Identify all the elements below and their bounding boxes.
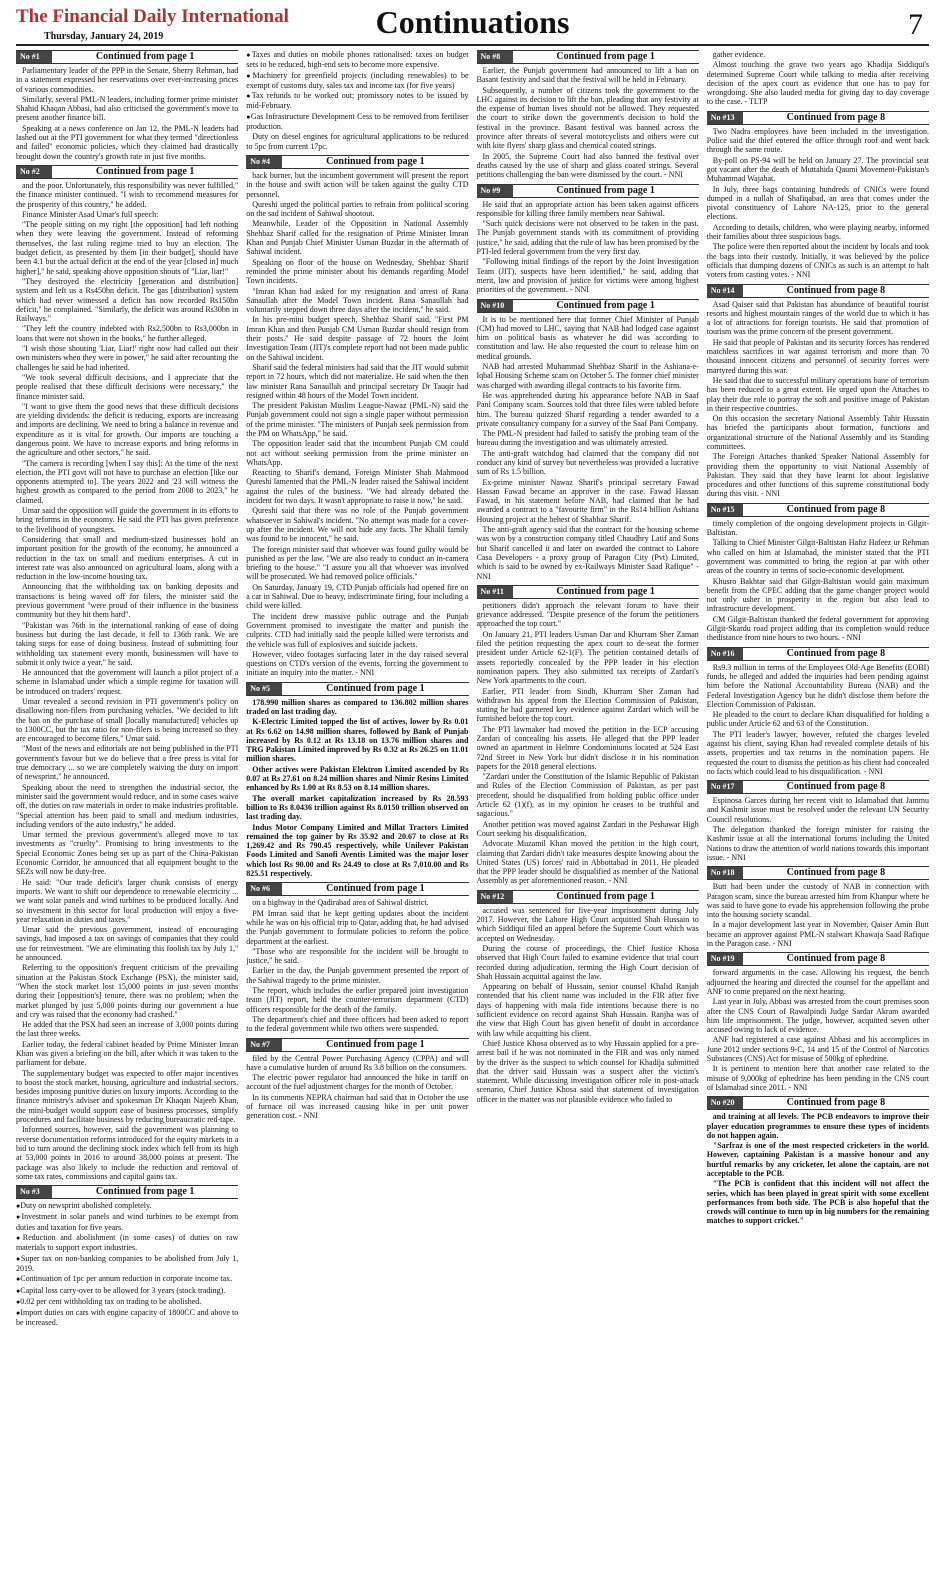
- paragraph: K-Electric Limited topped the list of actives, lower by Rs 0.01 at Rs 6.62 on 14.98 million shares, followed by Bank of Punjab increased by Rs 0.12 at Rs 13.18 on 13.76 million shares and TRG Pakistan Limited improved by Rs 0.32 at Rs 26.25 on 11.01 million shares.: [246, 717, 469, 764]
- paragraph: and training at all levels. The PCB endeavors to improve their player education programmes to ensure these types of incidents do not happen again.: [706, 1112, 929, 1140]
- continuation-section: [16, 50, 238, 161]
- section-tag: No #7: [246, 1039, 282, 1051]
- paragraph: In his pre-mini budget speech, Shehbaz Sharif said, "First PM Imran Khan and then Punjab CM Usman Buzdar should resign from their posts." He said despite passage of 72 hours the Joint Investigation Team (JIT)'s complete report had not been made public on the Sahiwal incident.: [246, 315, 469, 362]
- section-header: [707, 284, 929, 298]
- section-title: Continued from page 1: [556, 890, 655, 902]
- paragraph: The police were then reported about the incident by locals and took the bags into their custody. Initially, it was believed by the police officials that dumping dozens of CNICs as such is an attempt to halt voters from casting votes. - NNI: [706, 242, 929, 280]
- section-header: [707, 952, 929, 966]
- section-title: Continued from page 1: [326, 682, 425, 694]
- paragraph: "Pakistan was 76th in the international ranking of ease of doing business but during the last decade, it fell to 136th rank. We are taking steps for ease of doing business. Instead of submitting four withholding tax statement every month, businessmen will have to submit it only twice a year," he said.: [16, 620, 239, 667]
- bullet-item: ● Capital loss carry-over to be allowed for 3 years (stock trading).: [16, 1286, 238, 1296]
- paragraph: Finance Minister Asad Umar's full speech:: [22, 209, 159, 219]
- paragraph: The PTI leader's lawyer, however, refuted the charges leveled against his client, saying Khan had revealed complete details of his assets, properties and tax returns in the nomination papers. He requested the court to dismiss the petition as his client had concealed no facts which could lead to his disqualification. - NNI: [706, 729, 929, 776]
- section-tag: No #2: [16, 166, 52, 178]
- column-3: [477, 50, 699, 1567]
- section-header: [477, 585, 699, 599]
- paragraph: Speaking on floor of the house on Wednesday, Shehbaz Sharif reminded the prime minister about his demands regarding Model Town incidents.: [246, 257, 469, 286]
- column-1: [16, 50, 238, 1567]
- section-header: [16, 50, 238, 64]
- section-header: [707, 111, 929, 125]
- paragraph: Talking to Chief Minister Gilgit-Baltistan Hafiz Hafeez ur Rehman who called on him at Islamabad, the minister stated that the PTI government was committed to bring the region at par with other areas of the country in terms of socio-economic development.: [706, 538, 929, 576]
- section-title: Continued from page 8: [786, 284, 886, 296]
- section-tag: No #6: [246, 883, 282, 895]
- section-title: Continued from page 1: [95, 1186, 195, 1198]
- paragraph: Informed sources, however, said the government was planning to reverse documentation reforms introduced for the equity markets in a bid to turn around the declining stock index which fell from its high at 53,000 points in 2016 to around 38,000 points at present. The package was also likely to include the reduction and removal of some tax rates, commissions and capital gains tax.: [16, 1125, 239, 1181]
- paragraph: forward arguments in the case. Allowing his request, the bench adjourned the hearing and directed the counsel for the appellant and ANF to come prepared on the next hearing.: [706, 968, 929, 996]
- paragraph: Appearing on behalf of Hussain, senior counsel Khalid Ranjah contended that his client name was included in the FIR after five days of happening with mala fide intentions because there is no sufficient evidence on record against Shah Hussain. Ranjha was of the view that High Court has given benefit of doubt in accordance with law while acquitting his client.: [476, 982, 699, 1038]
- section-header: [477, 184, 699, 198]
- section-header: [246, 155, 468, 169]
- article-columns: [16, 50, 929, 1567]
- section-header: [477, 890, 699, 904]
- section-tag: No #13: [707, 112, 743, 124]
- continuation-section: [707, 780, 929, 862]
- paragraph: Earlier, the Punjab government had announced to lift a ban on Basant festivity and said that the festival will be held in February.: [476, 66, 699, 85]
- paragraph: However, video footages surfacing later in the day raised several questions on CTD's version of the events, forcing the government to initiate an inquiry into the matter. - NNI: [246, 649, 469, 678]
- paragraph: The Foreign Attaches thanked Speaker National Assembly for providing them the opportunity to visit National Assembly of Pakistan. They said that they have learnt lot about legislative procedures and other functions of this supreme constitutional body during this visit. - NNI: [706, 452, 929, 499]
- paragraph: The PTI lawmaker had moved the petition in the ECP accusing Zardari of concealing his assets. He alleged that the PPP leader owned an apartment in Helmre Condominiums located at 524 East 72nd Street in New York but didn't disclose it in his nomination papers for the 2018 general elections.: [476, 724, 699, 771]
- paragraph: Announcing that the withholding tax on banking deposits and transactions is being waved off for filers, the minister said the previous government "were proud of their influence in the business community but they hit them hard".: [16, 582, 239, 620]
- paragraph: ANF had registered a case against Abbasi and his accomplices in June 2012 under sections 9-C, 14 and 15 of the Control of Narcotics Substances (CNS) Act for misuse of 500kg of ephedrine.: [706, 1035, 929, 1064]
- section-tag: No #17: [707, 781, 743, 793]
- paragraph: Umar revealed a second revision in PTI government's policy on disallowing non-filers from purchasing vehicles. "We decided to lift the ban on the purchase of small [locally manufactured] vehicles up to 1300CC, but the tax ratio for non-filers is being increased so they are encouraged to become filers," Umar said.: [16, 697, 239, 744]
- continuation-section: [707, 503, 929, 643]
- continuation-section: [707, 647, 929, 777]
- paragraph: Umar termed the previous government's alleged move to tax investments as "cruelty". Promising to bring investments to the Special Economic Zones being set up as part of the China-Pakistan Economic Corridor, he announced that all equipment bought to the SEZs will now be duty-free.: [16, 830, 239, 877]
- section-tag: No #10: [477, 300, 513, 312]
- paragraph: Duty on diesel engines for agricultural applications to be reduced to 5pc from current 17pc.: [246, 132, 469, 151]
- paragraph: On this occasion the secretary National Assembly Tahir Hussain has briefed the participants about formation, functions and organizational structure of the National Assembly and its Standing committees.: [706, 414, 929, 451]
- continuation-section: [246, 882, 468, 1033]
- paragraph: He said that due to successful military operations bane of terrorism has been reduced to a great extent. He urged upon the Attaches to play their due role to portray the soft and positive image of Pakistan in their respective countries.: [706, 375, 929, 413]
- section-tag: No #5: [246, 683, 282, 695]
- section-tag: No #16: [707, 648, 743, 660]
- section-title: Continued from page 8: [786, 953, 886, 965]
- bullet-item: ● Reduction and abolishment (in some cases) of duties on raw materials to support export industries.: [16, 1233, 238, 1253]
- paragraph: Other actives were Pakistan Elektron Limited ascended by Rs 0.07 at Rs 27.61 on 8.24 million shares and Nimir Resins Limited enhanced by Rs 1.00 at Rs 8.53 on 8.14 million shares.: [246, 764, 469, 793]
- section-tag: No #1: [16, 51, 52, 63]
- paragraph: "Following initial findings of the report by the Joint Investigation Team (JIT), suspects have been identified," he said, adding that merit, law and provision of justice for victims were among highest priorities of the government. - NNI: [476, 257, 699, 295]
- continuation-section: [477, 50, 699, 180]
- continuation-section: [16, 1185, 238, 1328]
- section-title: Continued from page 8: [786, 781, 886, 793]
- continuation-section: [477, 184, 699, 295]
- paragraph: On Saturday, January 19, CTD Punjab officials had opened fire on a car in Sahiwal. Due to heavy, indiscriminate firing, four including a child were killed.: [246, 582, 469, 611]
- section-tag: No #20: [707, 1097, 743, 1109]
- bullet-item: ● Duty on newsprint abolished completely.: [16, 1201, 238, 1211]
- paragraph: "Such quick decisions were not observed to be taken in the past. The Punjab government stands with its commitment of providing justice," he said, adding that the rule of law has been promised by the PTI-led federal government from the very first day.: [476, 219, 699, 257]
- continuation-section: [246, 1038, 468, 1121]
- section-tag: No #3: [16, 1186, 52, 1198]
- section-header: [16, 165, 238, 179]
- section-header: [707, 503, 929, 517]
- bullet-item: ● Super tax on non-banking companies to be abolished from July 1, 2019.: [16, 1254, 238, 1274]
- section-header: [707, 780, 929, 794]
- paragraph: Qureshi said that there was no role of the Punjab government whatsoever in Sahiwal's incident. "No attempt was made for a cover-up after the incident. We will not hide any facts. The Khalil family was found to be innocent," he said.: [246, 506, 469, 544]
- paragraph: Khusro Bakhtar said that Gilgit-Baltistan would gain maximum benefit from the CPEC adding that the game changer project would not only usher in prosperity in the region but also lead to infrastructure development.: [706, 576, 929, 614]
- paragraph: Qureshi urged the political parties to refrain from political scoring on the sad incident of Sahiwal shootout.: [246, 199, 469, 219]
- paragraph: Earlier today, the federal cabinet headed by Prime Minister Imran Khan was given a briefing on the bill, after which it was taken to the parliament for debate.: [16, 1039, 239, 1068]
- paragraph: NAB had arrested Muhammad Shehbaz Sharif in the Ashiana-e-Iqbal Housing Scheme scam on October 5. The former chief minister was charged with awarding illegal contracts to his favorite firm.: [476, 362, 699, 390]
- paragraph: The president Pakistan Muslim League-Nawaz (PML-N) said the Punjab government could not sign a single paper without permission of the prime minister. "The ministers of Punjab seek permission from the PM on WhatsApp," he said.: [246, 401, 469, 438]
- paragraph: Last year in July, Abbasi was arrested from the court premises soon after the CNS Court of Rawalpindi Judge Sardar Akram awarded him life imprisonment. The judge, however, acquitted seven other accused owing to lack of evidence.: [706, 997, 929, 1035]
- paragraph: Umar said the previous government, instead of encouraging savings, had imposed a tax on savings of companies that they could use for reinvestment. "We are eliminating this foolish tax by July 1," he announced.: [16, 925, 239, 963]
- bullet-item: ● Tax refunds to be worked out; promissory notes to be issued by mid-February.: [246, 91, 468, 111]
- section-title: Continued from page 8: [786, 647, 886, 659]
- section-header: [16, 1185, 238, 1199]
- section-title: Continued from page 1: [556, 299, 655, 311]
- paragraph: Meanwhile, Leader of the Opposition in National Assembly Shehbaz Sharif called for the resignation of Prime Minister Imran Khan and Punjab Chief Minister Usman Buzdar in the aftermath of Sahiwal incident.: [246, 219, 469, 257]
- paragraph: "We took several difficult decisions, and I appreciate that the people realised that these difficult decisions were necessary," the finance minister said.: [16, 372, 239, 401]
- section-header: [246, 682, 468, 696]
- paragraph: Espinosa Garces during her recent visit to Islamabad that Jammu and Kashmir issue must be resolved under the relevant UN Security Council resolutions.: [706, 796, 929, 824]
- paragraph: The report, which includes the earlier prepared joint investigation team (JIT) report, held the counter-terrorism department (CTD) officers responsible for the death of the family.: [246, 986, 469, 1014]
- section-title: Continued from page 1: [326, 1038, 425, 1050]
- section-title: Continued from page 1: [95, 165, 195, 177]
- paragraph: gather evidence.: [712, 50, 766, 59]
- paragraph: In a major development last year in November, Qaiser Amin Butt became an approver against PML-N stalwart Khawaja Saad Rafique in the Paragon case. - NNI: [706, 920, 929, 949]
- paragraph: "The people sitting on my right [the opposition] had left nothing when they were leaving the government. Instead of reforming themselves, the last ruling regime tried to buy an election. The budget deficit, as presented by them [in their budget], should have been 4.1 but the actual deficit at the end of the year [closed in] much higher]," he said, speaking above opposition shouts of "Liar, liar!": [16, 220, 239, 276]
- paragraph: "They destroyed the electricity [generation and distribution] system and left us a Rs450bn deficit. The gas [distribution] system which had never witnessed a deficit has now recorded Rs150bn deficit," he complained. "Similarly, the deficit was around Rs30bn in Railways.": [16, 276, 239, 324]
- paragraph: He added that the PSX had seen an increase of 3,000 points during the last three weeks.: [16, 1020, 239, 1039]
- paragraph: Reacting to Sharif's demand, Foreign Minister Shah Mahmood Qureshi lamented that the PML-N leader raised the Sahiwal incident against the rules of the business. "We had already debated the incident for two days. It wasn't appropriate to raise it now," he said.: [246, 468, 469, 506]
- paragraph: The opposition leader said that the incumbent Punjab CM could not act without seeking permission from the prime minister on WhatsApp.: [246, 439, 469, 467]
- paragraph: "I want to give them the good news that these difficult decisions are yielding dividends: the deficit is reducing, exports are increasing and imports are declining. We need to bring a balance in revenue and expenditure as it is vital for growth. Our imports are touching a dangerous point. We have to increase exports and bring reforms in the agriculture and other sectors," he said.: [16, 401, 239, 458]
- paragraph: Another petition was moved against Zardari in the Peshawar High Court seeking his disqualification.: [476, 819, 699, 838]
- paragraph: The incident drew massive public outrage and the Punjab Government promised to investigate the matter and punish the culprits. CTD had initially said the people killed were terrorists and the vehicle was full of explosives and suicide jackets.: [246, 611, 469, 649]
- section-header: [246, 1038, 468, 1052]
- continuation-section: [477, 299, 699, 581]
- paragraph: The foreign minister said that whoever was found guilty would be punished as per the law. "We are also ready to conduct an in-camera briefing to the house." "I assure you all that whoever was involved will be prosecuted. We had removed police officials.": [246, 544, 469, 582]
- paragraph: The anti-graft watchdog had claimed that the company did not conduct any kind of survey but nevertheless was provided a lucrative sum of Rs 1.5 billion.: [476, 448, 699, 477]
- paragraph: The supplementary budget was expected to offer major incentives to boost the stock market, housing, agriculture and industrial sectors, besides imposing punitive duties on luxury imports. According to the finance ministry's adviser and spokesman Dr Khaqan Najeeb Khan, the mini-budget would support ease of business processes, simplify procedures and facilitate business by reducing bureaucratic red-tape.: [16, 1068, 239, 1125]
- paragraph: Ex-prime minister Nawaz Sharif's principal secretary Fawad Hassan Fawad became an approver in the case. Fawad Hassan Fawad, in his statement before NAB, had claimed that he had awarded a contract to a "favourite firm" in the Rs14 billion Ashiana Housing project at the behest of Shahbaz Sharif.: [476, 477, 699, 524]
- paragraph: Umar said the opposition will guide the government in its efforts to bring reforms in the economy. He said the PTI has given preference to the livelihood of youngsters.: [16, 506, 239, 534]
- paragraph: petitioners didn't approach the relevant forum to have their grievance addressed. "Despite presence of the forum the petitioners approached the top court.": [476, 600, 699, 629]
- paragraph: In July, three bags containing hundreds of CNICs were found dumped in a nullah of Shafiqabad, an area that comes under the pivotal constituency of Lahore NA-125, prior to the general elections.: [706, 184, 929, 222]
- section-header: [707, 647, 929, 661]
- section-header: [477, 50, 699, 64]
- paragraph: Sharif said the federal ministers had said that the JIT would submit report in 72 hours, which did not materialize. He said when the then law minister Rana Sanaullah and principal secretary Dr Tauqir had resigned within 48 hours of the Model Town incident.: [246, 362, 469, 400]
- paragraph: According to details, children, who were playing nearby, informed their families about three suspicious bags.: [706, 222, 929, 242]
- section-title: Continued from page 1: [326, 155, 425, 167]
- paragraph: In its comments NEPRA chairman had said that in October the use of furnace oil was increased causing hike in per unit power generation cost. - NNI: [246, 1092, 469, 1121]
- paragraph: "The camera is recording [when I say this]: At the time of the next election, the PTI govt will not have to purchase an election [like our opponents attempted to]. The years 2022 and '23 will witness the highest growth as compared to the period from 2008 to 2023," he claimed.: [16, 458, 239, 505]
- paragraph: The electric power regulator had announced the hike in tariff on account of the fuel adjustment charges for the month of October.: [246, 1073, 469, 1092]
- paragraph: Referring to the opposition's frequent criticism of the prevailing situation at the Pakistan Stock Exchange (PSX), the minister said, "When the stock market lost 15,000 points in just seven months during their [opposition's] tenure, there was no problem; when the market plunged by just 5,000 points during our government a hue and cry was raised that the economy had crashed.": [16, 963, 239, 1019]
- section-tag: No #9: [477, 185, 513, 197]
- paragraph: "Sarfraz is one of the most respected cricketers in the world. However, captaining Pakistan is a massive honour and any hurtful remarks by any cricketer, let alone the captain, are not acceptable to the PCB.: [706, 1141, 929, 1178]
- bullet-item: ● Machinery for greenfield projects (including renewables) to be exempt of customs duty, sales tax and income tax (for five years): [246, 71, 468, 91]
- continuation-section: [477, 890, 699, 1104]
- paragraph: "The PCB is confident that this incident will not affect the series, which has been played in great spirit with some excellent performances from both side. The PCB is also hopeful that the crowds will continue to turn up in big numbers for the remaining matches to support cricket.": [706, 1179, 929, 1226]
- paragraph: "Most of the news and editorials are not being published in the PTI government's favour but we do believe that a free press is vital for true democracy ... so we are completely waiving the duty on import of newsprint," he announced.: [16, 744, 239, 782]
- column-4: [707, 50, 929, 1567]
- issue-date: Thursday, January 24, 2019: [44, 31, 164, 42]
- paragraph: accused was sentenced for five-year imprisonment during July 2017. However, the Lahore High Court acquitted Shah Hussain to which Siddiqui filed an appeal before the Supreme Court which was accepted on Wednesday.: [476, 905, 699, 943]
- paragraph: He said that an appropriate action has been taken against officers responsible for killing three family members near Sahiwal.: [476, 199, 699, 218]
- paragraph: Subsequently, a number of citizens took the government to the LHC against its decision to lift the ban, pleading that any festivity at the expense of human lives should not be allowed. They requested the court to strike down the government's decision to hold the festival in the province. Basant festival was banned across the province after threats of several motorcyclists and others were cut with kite flyers' sharp glass and chemical coated strings.: [476, 85, 699, 151]
- paragraph: He said: "Our trade deficit's larger chunk consists of energy imports. We want to shift our dependence to renewable electricity ... we want solar panels and wind turbines to be produced locally. And so investment in this sector for local production will enjoy a five-year relaxation in duties and taxes.": [16, 877, 239, 924]
- section-tag: No #15: [707, 504, 743, 516]
- paragraph: Earlier in the day, the Punjab government presented the report of the Sahiwal tragedy to the prime minister.: [246, 966, 469, 985]
- paragraph: "I wish those shouting 'Liar, Liar!' right now had called out their own ministers when they were in power," he said after recounting the challenges he said he had inherited.: [16, 344, 239, 372]
- bullet-item: ● 0.02 per cent withholding tax on trading to be abolished.: [16, 1297, 238, 1307]
- paragraph: The department's chief and three officers had been asked to report to the federal government while two others were suspended.: [246, 1014, 469, 1034]
- paragraph: "They left the country indebted with Rs2,500bn to Rs3,000bn in loans that were not shown in the books," he further alleged.: [16, 324, 239, 343]
- paragraph: Speaking at a news conference on Jan 12, the PML-N leaders had lashed out at the PTI government for what they termed "directionless and failed" economic policies, which they claimed had drastically brought down the country's growth rate in just five months.: [16, 123, 239, 161]
- paragraph: CM Gilgit-Baltistan thanked the federal government for approving Gilgit-Skardu road project adding that its completion would reduce thedistance from nine hours to two hours. - NNI: [706, 614, 929, 643]
- section-title: Continued from page 8: [786, 1097, 886, 1109]
- continuation-section: [707, 284, 929, 499]
- page-number: 7: [908, 8, 923, 41]
- paragraph: Speaking about the need to strengthen the industrial sector, the minister said the government would reduce, and in some cases waive off, the duties on raw materials in order to make industries profitable. "Special attention has been paid to small and medium industries, including vendors of the auto industry," he added.: [16, 782, 239, 829]
- paragraph: Two Nadra employees have been included in the investigation. Police said the thief entered the office through roof and went back through the same route.: [706, 126, 929, 155]
- paragraph: It is to be mentioned here that former Chief Minister of Punjab (CM) had moved to LHC, saying that NAB had lodged case against him on political basis as whatever he did was according to constitution and law. He also requested the court to release him on medical grounds.: [476, 314, 699, 361]
- paragraph: "Zardari under the Constitution of the Islamic Republic of Pakistan and Rules of the Election Commission of Pakistan, as per past precedent, should be disqualified from holding public office under Article 62 (1)(f), as in my opinion he ceases to be truthful and sagacious.": [476, 772, 699, 819]
- paragraph: He pleaded to the court to declare Khan disqualified for holding a public under Article 62 and 63 of the Constitution.: [706, 710, 929, 729]
- paragraph: Advocate Muzamil Khan moved the petition in the high court, claiming that Zardari didn't take measures despite knowing about the United States (US) forces' raid in Abbottabad in 2011. He pleaded that the PPP leader should be disqualified as member of the National Assembly as per aforementioned reason. - NNI: [476, 839, 699, 886]
- column-2: [246, 50, 468, 1567]
- bullet-item: ● Import duties on cars with engine capacity of 1800CC and above to be increased.: [16, 1308, 238, 1328]
- section-title: Continued from page 1: [95, 51, 195, 62]
- bullet-item: ● Investment in solar panels and wind turbines to be exempt from duties and taxation for five years.: [16, 1212, 238, 1232]
- bullet-item: ● Taxes and duties on mobile phones rationalised: taxes on budget sets to be reduced, high-end sets to become more expensive.: [246, 50, 468, 70]
- paragraph: filed by the Central Power Purchasing Agency (CPPA) and will have a cumulative burden of around Rs 3.8 billion on the consumers.: [246, 1053, 469, 1072]
- section-tag: No #8: [477, 51, 513, 63]
- section-tag: No #14: [707, 285, 743, 297]
- continuation-section: [707, 1096, 929, 1226]
- newspaper-brand: The Financial Daily International: [16, 6, 289, 27]
- section-tag: No #11: [477, 586, 513, 598]
- paragraph: on a highway in the Qadirabad area of Sahiwal district.: [252, 898, 429, 908]
- bullet-item: ● Continuation of 1pc per annum reduction in corporate income tax.: [16, 1274, 238, 1284]
- section-title: Continued from page 1: [556, 585, 655, 597]
- paragraph: He was apprehended during his appearance before NAB in Saaf Pani Company scam. Sources told that three files were tabled before him. The bureau quizzed Sharif regarding a tender awarded to a private consultancy company for a survey of the Saaf Pani Company.: [476, 390, 699, 428]
- section-title: Continued from page 8: [786, 867, 886, 879]
- continuation-section: [707, 50, 929, 107]
- continuation-section: [707, 866, 929, 948]
- section-tag: No #12: [477, 891, 513, 903]
- continuation-section: [707, 952, 929, 1092]
- section-tag: No #19: [707, 953, 743, 965]
- paragraph: Considering that small and medium-sized businesses hold an important position for the growth of the economy, he announced a reduction in the tax on small and medium enterprises. A cut in interest rate was also announced on agricultural loans, along with a reduction in the low-income housing tax.: [16, 534, 239, 582]
- paragraph: He announced that the government will launch a pilot project of a scheme in Islamabad under which a simple regime for taxation will be introduced on traders' request.: [16, 668, 239, 696]
- paragraph: timely completion of the ongoing development projects in Gilgit-Baltistan.: [706, 518, 929, 538]
- paragraph: The delegation thanked the foreign minister for raising the Kashmir issue at all the international forums including the United Nations to draw the attention of world nations towards this important issue. - NNI: [706, 825, 929, 862]
- paragraph: and the poor. Unfortunately, this responsibility was never fulfilled," the finance minister continued. "I wish to recommend measures for the prosperity of this country," he added.: [16, 180, 239, 209]
- paragraph: On January 21, PTI leaders Usman Dar and Khurram Sher Zaman filed the petition requesting the apex court to de-seat the former president under Article 62-1(F). The petition contained details of assets reportedly concealed by the PPP leader in his election nomination papers. They also submitted tax receipts of Zardari's New York apartments to the court.: [476, 629, 699, 686]
- paragraph: PM Imran said that he kept getting updates about the incident while he was on his official trip to Qatar, adding that, he had advised the Punjab government to formulate policies to reform the police department at the earliest.: [246, 908, 469, 946]
- masthead: [16, 6, 929, 46]
- paragraph: Almost touching the grave two years ago Khadija Siddiqui's determined Supreme Court while talking to media after receiving decision of the apex court as evidence that one has to pay for wrongdoing. She also lauded media for giving day to day coverage to the case. - TLTP: [706, 60, 929, 107]
- paragraph: back burner, but the incumbent government will present the report in the house and swift action will be taken against the guilty CTD personnel.: [246, 170, 469, 199]
- section-title: Continued from page 8: [786, 111, 886, 123]
- paragraph: The anti-graft agency said that the contract for the housing scheme was won by a construction company titled Chaudhry Latif and Sons but Sharif cancelled it and later on awarded the contract to Lahore Casa Developers - a proxy group of Paragon City (Pvt) Limited, which is said to be owned by ex-Railways Minister Saad Rafique" - NNI: [476, 525, 699, 581]
- paragraph: By-poll on PS-94 will be held on January 27. The provincial seat got vacant after the death of Muttahida Qaumi Movement-Pakistan's Muhammad Wajahat.: [706, 155, 929, 184]
- section-header: [246, 882, 468, 896]
- paragraph: Asad Qaiser said that Pakistan has abundance of beautiful tourist resorts and highest mountain ranges of the world due to which it has a lot of attractions for foreign tourists. He said that promotion of tourism was the prime concern of the present government.: [706, 299, 929, 337]
- continuation-section: [707, 111, 929, 280]
- page-title: Continuations: [375, 4, 570, 40]
- paragraph: It is pertinent to mention here that another case related to the misuse of 9,000kg of ephedrine has been pending in the CNS court of Islamabad since 2011. - NNI: [706, 1064, 929, 1092]
- paragraph: Earlier, PTI leader from Sindh, Khurram Sher Zaman had withdrawn his appeal from the Election Commission of Pakistan, stating he had garnered key evidence against Zardari which will be furnished before the top court.: [476, 686, 699, 724]
- section-title: Continued from page 1: [556, 184, 655, 196]
- paragraph: Similarly, several PML-N leaders, including former prime minister Shahid Khaqan Abbasi, had also criticised the government's move to present another finance bill.: [16, 94, 239, 123]
- continuation-section: [246, 682, 468, 879]
- paragraph: During the course of proceedings, the Chief Justice Khosa observed that High Court failed to examine evidence that trial court recorded during adjudication, terming the High Court decision of Shah Hussain acquittal against the law.: [476, 943, 699, 981]
- paragraph: 178.990 million shares as compared to 136.802 million shares traded on last trading day.: [246, 697, 469, 716]
- section-title: Continued from page 8: [786, 503, 886, 515]
- section-header: [477, 299, 699, 313]
- continuation-section: [246, 155, 468, 678]
- paragraph: Rs9.3 million in terms of the Employees Old-Age Benefits (EOBI) funds, he alleged and added the inquiries had been pending against him before the National Accountability Bureau (NAB) and the Federal Investigation Agency but he didn't disclose them before the Election Commission of Pakistan.: [706, 662, 929, 709]
- paragraph: Parliamentary leader of the PPP in the Senate, Sherry Rehman, had in a statement expressed her reservations over ever-increasing prices of various commodities.: [16, 66, 239, 94]
- paragraph: He said that people of Pakistan and its security forces has rendered matchless sacrifices in war against terrorism and more than 70 thousand innocent citizens and personnel of security forces were martyred during this war.: [706, 337, 929, 375]
- section-tag: No #18: [707, 867, 743, 879]
- paragraph: The PML-N president had failed to satisfy the probing team of the bureau during the investigation and was ultimately arrested.: [476, 429, 699, 448]
- paragraph: Butt had been under the custody of NAB in connection with Paragon scam, since the bureau arrested him from Khanpur where he was said to have gone to evade his apprehension following the probe into the housing society scandal.: [706, 882, 929, 920]
- section-title: Continued from page 1: [556, 51, 655, 62]
- continuation-section: [16, 165, 238, 1181]
- paragraph: Indus Motor Company Limited and Millat Tractors Limited remained the top gainer by Rs 35.92 and 20.67 to close at Rs 1,269.42 and Rs 790.45 respectively, while Unilever Pakistan Foods Limited and Sanofi Aventis Limited was the major loser which lost Rs 90.00 and Rs 24.49 to close at Rs 7,010.00 and Rs 825.51 respectively.: [246, 822, 469, 879]
- section-tag: No #4: [246, 156, 282, 168]
- section-header: [707, 866, 929, 880]
- continuation-section: [477, 585, 699, 886]
- section-header: [707, 1096, 929, 1110]
- paragraph: In 2005, the Supreme Court had also banned the festival over deaths caused by the use of sharp and glass coated strings. Several petitions challenging the ban were dismissed by the court. - NNI: [476, 151, 699, 180]
- bullet-item: ● Gas Infrastructure Development Cess to be removed from fertiliser production.: [246, 112, 468, 132]
- paragraph: Chief Justice Khosa observed as to why Hussain applied for a pre-arrest bail if he was not nominated in the FIR and was only named by the driver as the suspect to which counsel for Khadija submitted that the driver said Hussain was a suspect after the victim's statement. While discussing investigation officer role in post-attack scenario, Chief Justice Khosa said that statement of investigation officer in the matter was not plausible evidence who failed to: [476, 1038, 699, 1104]
- paragraph: The overall market capitalization increased by Rs 28.593 billion to Rs 8.0436 trillion against Rs 8.0150 trillion observed on last trading day.: [246, 793, 469, 822]
- paragraph: "Imran Khan had asked for my resignation and arrest of Rana Sanaullah after the Model Town incident. Rana Sanaullah had voluntarily stepped down three days after the incident," he said.: [246, 286, 469, 315]
- continuation-section: [246, 50, 468, 151]
- paragraph: "Those who are responsible for the incident will be brought to justice," he said.: [246, 946, 469, 966]
- section-title: Continued from page 1: [326, 883, 425, 895]
